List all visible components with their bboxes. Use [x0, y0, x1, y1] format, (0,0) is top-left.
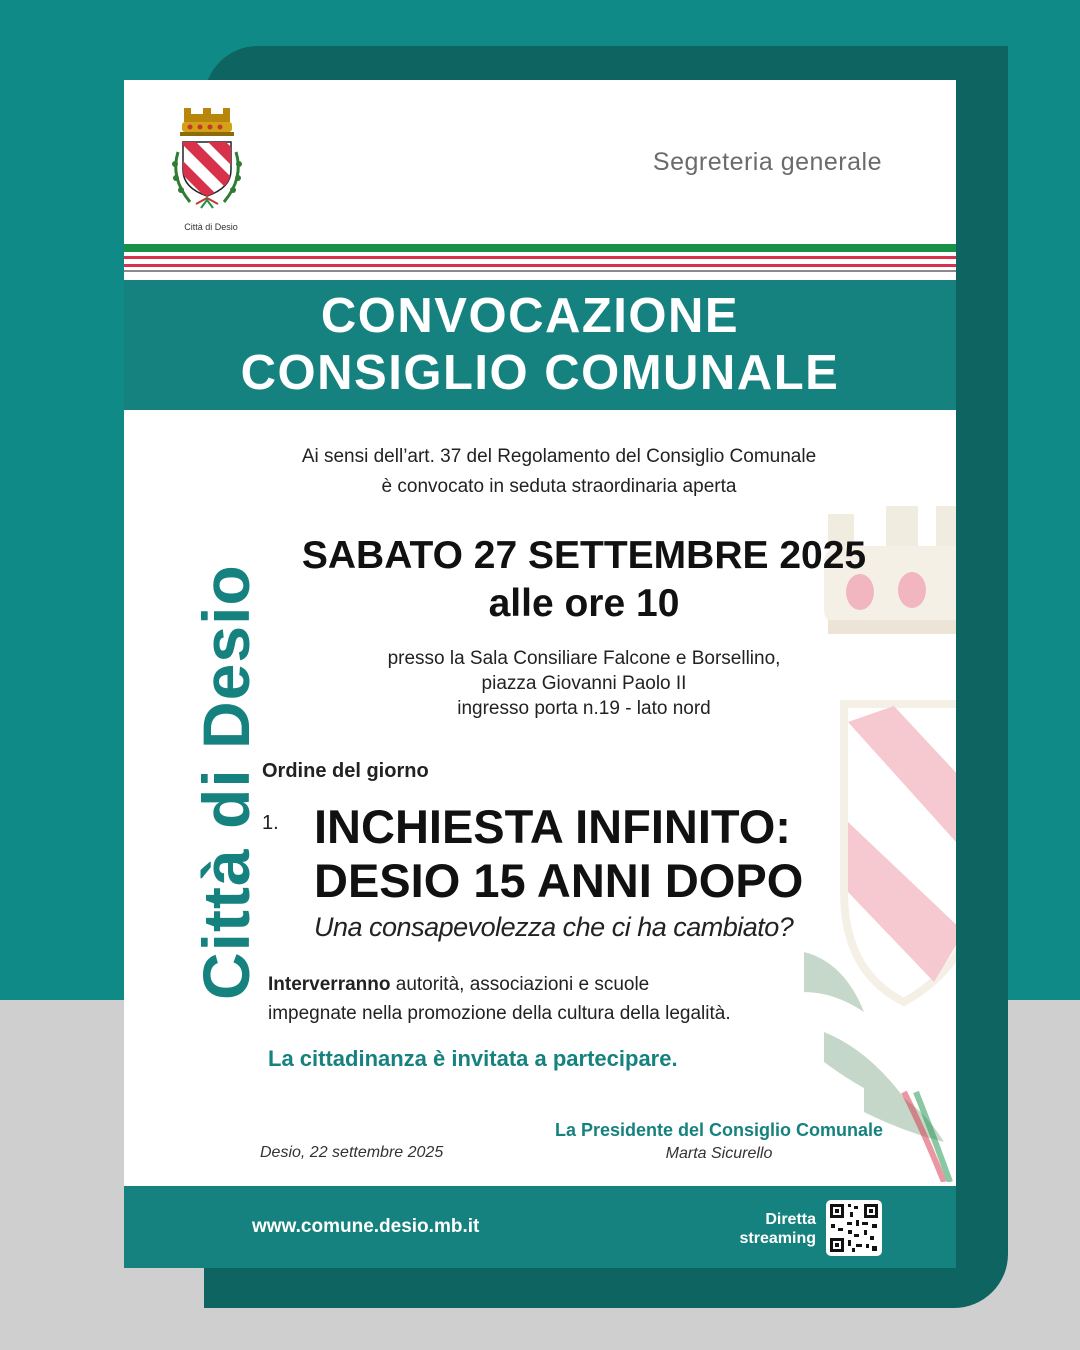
signature-role: La Presidente del Consiglio Comunale	[554, 1120, 884, 1140]
signature-block	[534, 1120, 904, 1163]
meeting-datetime	[264, 532, 904, 628]
meeting-location	[324, 646, 844, 721]
agenda-item-number: 1.	[262, 812, 279, 834]
location-line: presso la Sala Consiliare Falcone e Borsellino,	[387, 648, 781, 669]
streaming-line: Diretta	[765, 1211, 816, 1228]
streaming-label	[684, 1210, 816, 1248]
divider-stripe	[124, 270, 956, 272]
speakers-line: autorità, associazioni e scuole	[390, 974, 650, 995]
agenda-item-subtitle: Una consapevolezza che ci ha cambiato?	[314, 912, 794, 942]
meeting-date: SABATO 27 SETTEMBRE 2025	[301, 534, 867, 577]
banner-title-line1: CONVOCAZIONE	[320, 289, 740, 343]
location-line: ingresso porta n.19 - lato nord	[457, 698, 711, 719]
agenda-title-line: DESIO 15 ANNI DOPO	[314, 854, 804, 907]
intro-line: Ai sensi dell’art. 37 del Regolamento del Consiglio Comunale	[301, 446, 817, 467]
qr-code[interactable]	[826, 1200, 882, 1256]
tricolor-stripe-red	[124, 264, 956, 267]
tricolor-stripe-red	[124, 256, 956, 259]
speakers-text	[268, 970, 858, 1028]
meeting-time: alle ore 10	[488, 582, 680, 625]
agenda-title-line: INCHIESTA INFINITO:	[314, 800, 791, 853]
website-link[interactable]: www.comune.desio.mb.it	[252, 1216, 480, 1237]
title-banner	[124, 280, 956, 410]
side-city-title: Città di Desio	[189, 564, 263, 1000]
qr-code-icon	[826, 1200, 882, 1256]
tricolor-stripe-green	[124, 244, 956, 252]
agenda-item-title	[314, 800, 803, 908]
intro-text	[244, 442, 874, 502]
banner-title-line2: CONSIGLIO COMUNALE	[240, 346, 840, 400]
logo-caption: Città di Desio	[184, 222, 238, 232]
poster	[124, 80, 956, 1268]
speakers-line: impegnate nella promozione della cultura della legalità.	[268, 1003, 731, 1024]
agenda-heading: Ordine del giorno	[262, 760, 429, 782]
invitation-text: La cittadinanza è invitata a partecipare.	[268, 1046, 678, 1071]
place-date: Desio, 22 settembre 2025	[260, 1144, 444, 1161]
signature-name: Marta Sicurello	[665, 1145, 773, 1162]
location-line: piazza Giovanni Paolo II	[481, 673, 687, 694]
speakers-lead: Interverranno	[268, 974, 391, 995]
footer-bar	[124, 1186, 956, 1268]
intro-line: è convocato in seduta straordinaria aperta	[381, 476, 737, 497]
city-crest-icon	[166, 108, 256, 220]
city-crest-logo	[166, 108, 256, 234]
office-label: Segreteria generale	[652, 148, 882, 176]
streaming-line: streaming	[739, 1230, 816, 1247]
